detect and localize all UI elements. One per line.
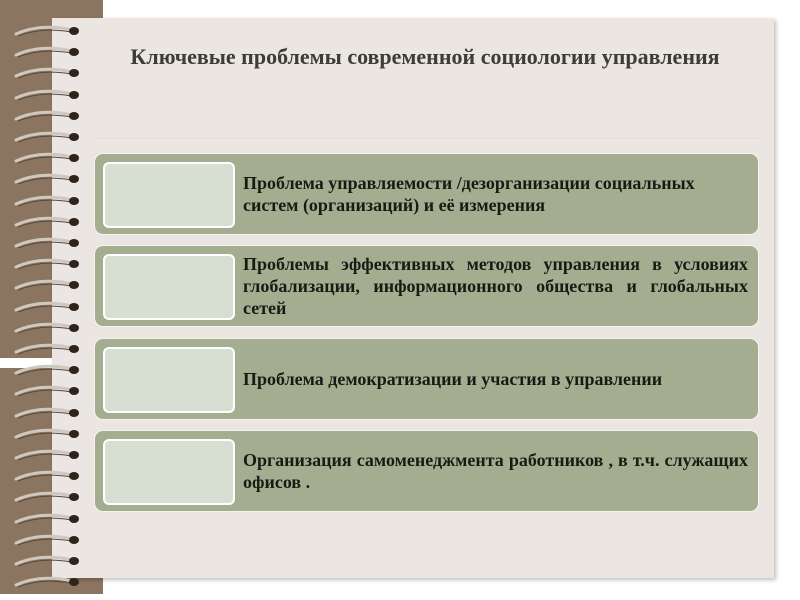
ring-hole xyxy=(69,91,79,99)
spiral-ring-icon xyxy=(14,45,80,59)
ring-hole xyxy=(69,303,79,311)
spiral-ring-icon xyxy=(14,172,80,186)
ring-hole xyxy=(69,197,79,205)
spiral-ring-icon xyxy=(14,469,80,483)
ring-hole xyxy=(69,239,79,247)
spiral-ring-icon xyxy=(14,88,80,102)
ring-hole xyxy=(69,260,79,268)
ring-hole xyxy=(69,430,79,438)
spiral-ring-icon xyxy=(14,236,80,250)
spiral-ring-icon xyxy=(14,321,80,335)
ring-hole xyxy=(69,536,79,544)
ring-hole xyxy=(69,27,79,35)
card-placeholder-image xyxy=(103,254,235,320)
ring-hole xyxy=(69,324,79,332)
spiral-ring-icon xyxy=(14,512,80,526)
card-label: Организация самоменеджмента работников , в т.ч. служащих офисов . xyxy=(243,450,748,492)
spiral-ring-icon xyxy=(14,342,80,356)
ring-hole xyxy=(69,69,79,77)
spiral-ring-icon xyxy=(14,406,80,420)
ring-hole xyxy=(69,515,79,523)
ring-hole xyxy=(69,218,79,226)
ring-hole xyxy=(69,175,79,183)
spiral-ring-icon xyxy=(14,384,80,398)
spiral-ring-icon xyxy=(14,490,80,504)
ring-hole xyxy=(69,133,79,141)
card-label: Проблемы эффективных методов управления в условиях глобализации, информационного общества и глобальных сетей xyxy=(243,254,748,318)
slide-title: Ключевые проблемы современной социологии управления xyxy=(130,44,720,69)
spiral-ring-icon xyxy=(14,278,80,292)
ring-hole xyxy=(69,451,79,459)
spiral-ring-icon xyxy=(14,300,80,314)
spiral-ring-icon xyxy=(14,109,80,123)
card-placeholder-image xyxy=(103,439,235,505)
ring-hole xyxy=(69,472,79,480)
ring-hole xyxy=(69,366,79,374)
ring-hole xyxy=(69,557,79,565)
problem-card-4 xyxy=(94,430,759,512)
ring-hole xyxy=(69,578,79,586)
spiral-ring-icon xyxy=(14,575,80,589)
card-placeholder-image xyxy=(103,162,235,228)
card-text xyxy=(243,339,748,419)
spiral-ring-icon xyxy=(14,554,80,568)
ring-hole xyxy=(69,409,79,417)
spiral-ring-icon xyxy=(14,130,80,144)
spiral-ring-icon xyxy=(14,363,80,377)
spiral-ring-icon xyxy=(14,257,80,271)
card-label: Проблема демократизации и участия в управлении xyxy=(243,369,663,389)
ring-hole xyxy=(69,112,79,120)
spiral-ring-icon xyxy=(14,215,80,229)
spiral-ring-icon xyxy=(14,151,80,165)
card-text xyxy=(243,431,748,511)
ring-hole xyxy=(69,345,79,353)
card-label: Проблема управляемости /дезорганизации социальных систем (организаций) и её измерения xyxy=(243,173,695,215)
spiral-ring-icon xyxy=(14,448,80,462)
ring-hole xyxy=(69,493,79,501)
spiral-ring-icon xyxy=(14,533,80,547)
spiral-ring-icon xyxy=(14,427,80,441)
spiral-ring-icon xyxy=(14,66,80,80)
ring-hole xyxy=(69,154,79,162)
ring-hole xyxy=(69,387,79,395)
problem-card-1 xyxy=(94,153,759,235)
title-divider xyxy=(94,138,760,139)
spiral-ring-icon xyxy=(14,194,80,208)
card-text xyxy=(243,246,748,326)
ring-hole xyxy=(69,48,79,56)
card-placeholder-image xyxy=(103,347,235,413)
spiral-ring-icon xyxy=(14,24,80,38)
ring-hole xyxy=(69,281,79,289)
card-text xyxy=(243,154,748,234)
problem-card-2 xyxy=(94,245,759,327)
problem-card-3 xyxy=(94,338,759,420)
